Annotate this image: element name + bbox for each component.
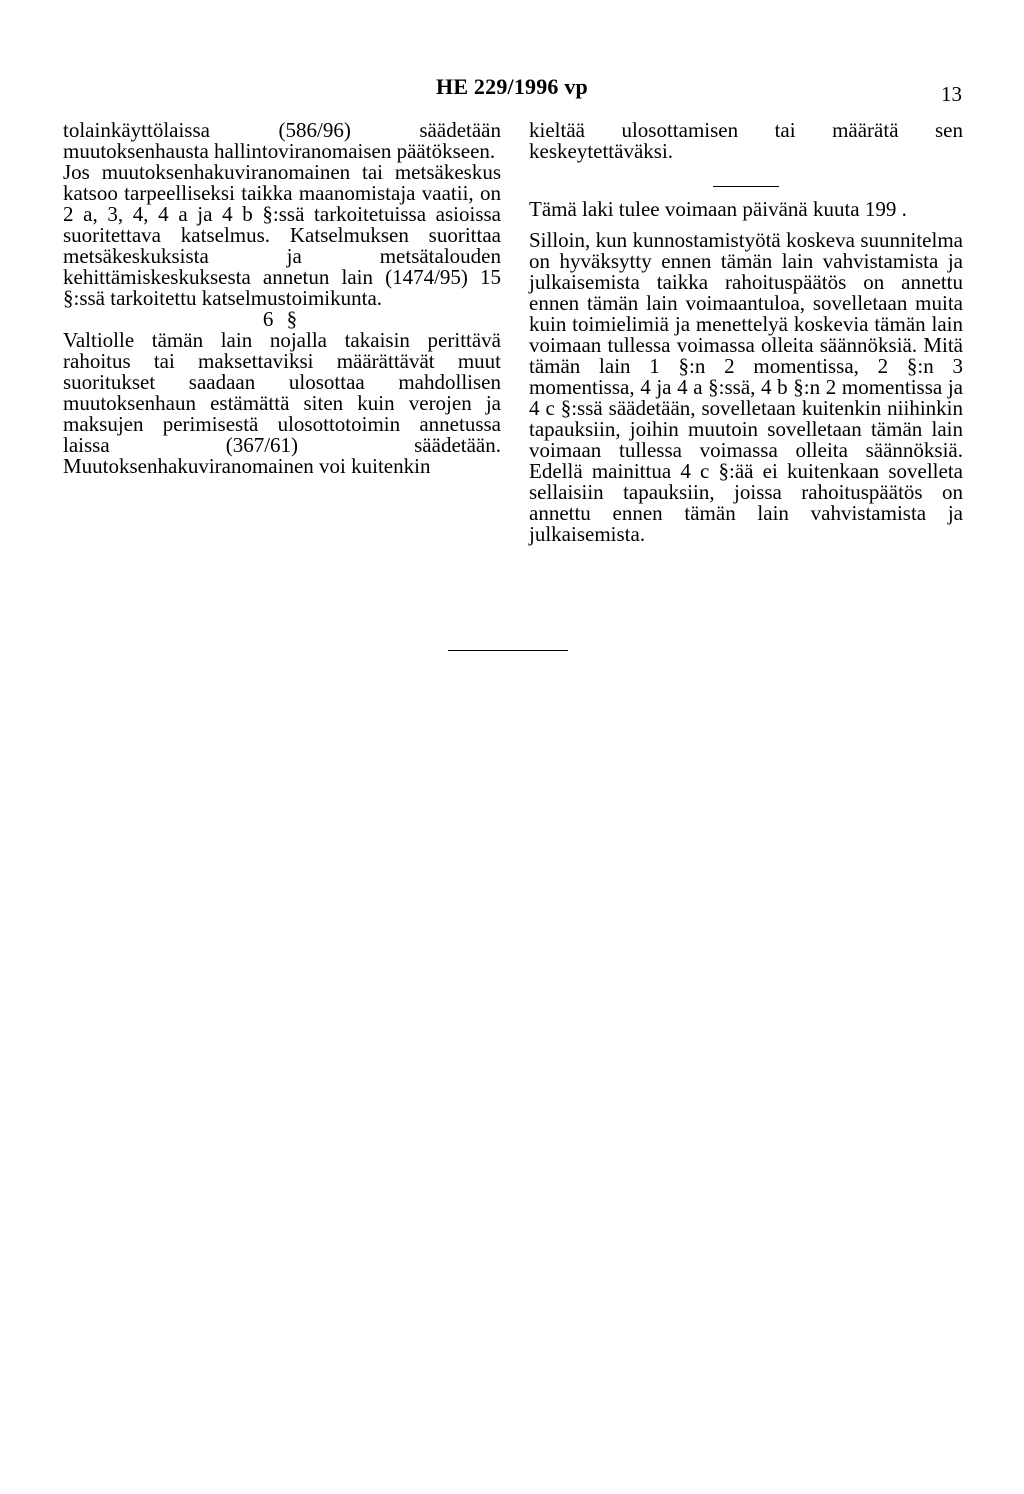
paragraph: Valtiolle tämän lain nojalla takaisin perittävä rahoitus tai maksettaviksi määrättävät muut suoritukset saadaan ulosottaa mahdollisen muutoksenhaun estämättä siten kuin verojen ja maksujen perimisestä ulosottotoimin annetussa laissa (367/61) säädetään. Muutoksenhakuviranomainen voi kuitenkin xyxy=(63,328,501,478)
paragraph: Silloin, kun kunnostamistyötä koskeva suunnitelma on hyväksytty ennen tämän lain vahvistamista ja julkaisemista taikka rahoituspäätös on annettu ennen tämän lain voimaantuloa, sovelletaan muita kuin toimielimiä ja menettelyä koskevia tämän lain voimaan tullessa voimassa olleita säännöksiä. Mitä tämän lain 1 §:n 2 momentissa, 2 §:n 3 momentissa, 4 ja 4 a §:ssä, 4 b §:n 2 momentissa ja 4 c §:ssä säädetään, sovelletaan kuitenkin niihinkin tapauksiin, joihin muutoin sovelletaan tämän lain voimaan tullessa voimassa olleita säännöksiä. Edellä mainittua 4 c §:ää ei kuitenkaan sovelleta sellaisiin tapauksiin, joissa rahoituspäätös on annettu ennen tämän lain vahvistamista ja julkaisemista. xyxy=(529,228,963,546)
page-number: 13 xyxy=(941,82,962,106)
paragraph: kieltää ulosottamisen tai määrätä sen keskeytettäväksi. xyxy=(529,118,963,163)
right-column xyxy=(529,120,963,545)
end-divider xyxy=(448,650,568,651)
paragraph: tolainkäyttölaissa (586/96) säädetään muutoksenhausta hallintoviranomaisen päätökseen. xyxy=(63,118,501,163)
paragraph: Tämä laki tulee voimaan päivänä kuuta 199 . xyxy=(529,197,907,221)
page-title: HE 229/1996 vp xyxy=(436,74,588,99)
paragraph: Jos muutoksenhakuviranomainen tai metsäkeskus katsoo tarpeelliseksi taikka maanomistaja vaatii, on 2 a, 3, 4, 4 a ja 4 b §:ssä tarkoitetuissa asioissa suoritettava katselmus. Katselmuksen suorittaa metsäkeskuksista ja metsätalouden kehittämiskeskuksesta annetun lain (1474/95) 15 §:ssä tarkoitettu katselmustoimikunta. xyxy=(63,160,501,310)
divider xyxy=(713,186,779,187)
section-heading: 6 § xyxy=(262,307,302,331)
left-column xyxy=(63,120,501,477)
